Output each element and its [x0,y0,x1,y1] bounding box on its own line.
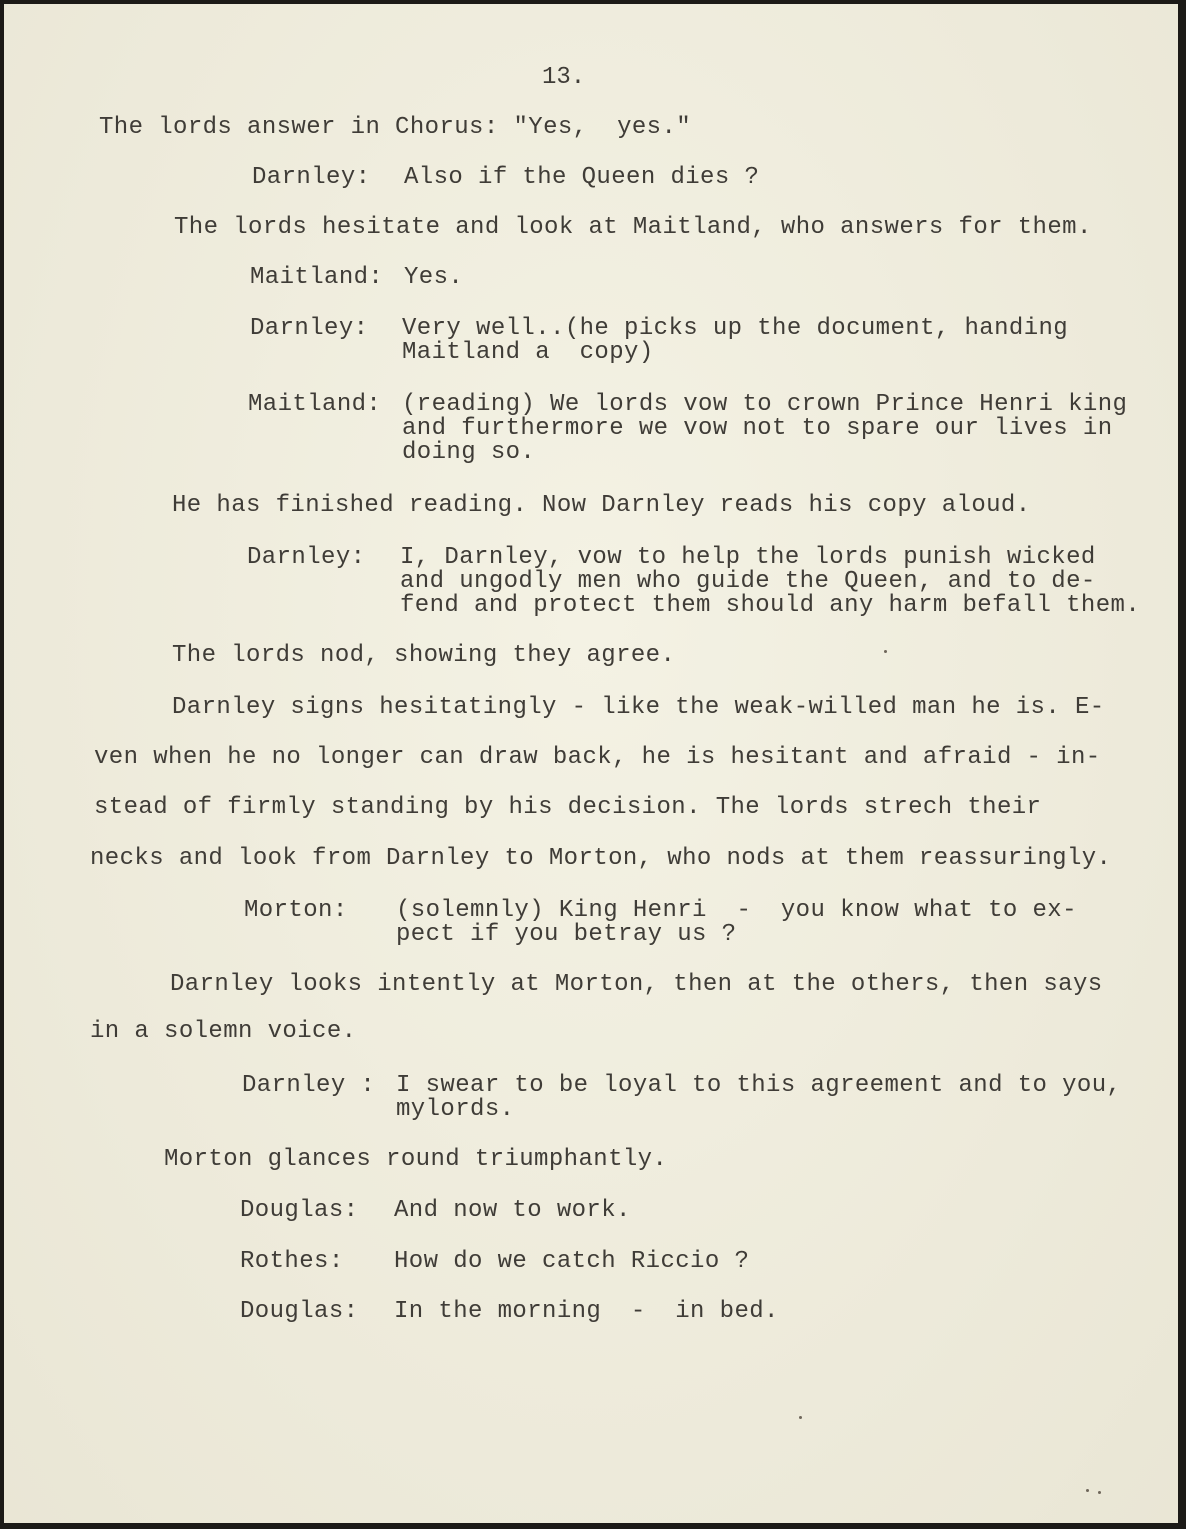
ink-speck [1098,1491,1101,1494]
ink-speck [799,1416,802,1419]
dialogue-text: I swear to be loyal to this agreement and to you, mylords. [396,1072,1122,1123]
page-number: 13. [542,64,586,91]
dialogue-text: How do we catch Riccio ? [394,1248,750,1275]
speaker-label: Darnley: [252,164,371,191]
speaker-label: Douglas: [240,1298,359,1325]
speaker-label: Maitland: [248,391,382,418]
dialogue-text: (reading) We lords vow to crown Prince Henri king and furthermore we vow not to spare our lives in doing so. [402,391,1128,466]
paragraph-line: Darnley looks intently at Morton, then at the others, then says [170,971,1103,998]
stage-direction: He has finished reading. Now Darnley reads his copy aloud. [172,492,1031,519]
speaker-label: Darnley : [242,1072,376,1099]
dialogue-text: I, Darnley, vow to help the lords punish wicked and ungodly men who guide the Queen, and to de- fend and protect them should any harm befall them. [400,544,1141,619]
dialogue-text: Also if the Queen dies ? [404,164,760,191]
dialogue-text: Yes. [404,264,464,291]
stage-direction: The lords nod, showing they agree. [172,642,676,669]
paragraph-line: stead of firmly standing by his decision. The lords strech their [94,794,1042,821]
dialogue-text: In the morning - in bed. [394,1298,779,1325]
speaker-label: Morton: [244,897,348,924]
speaker-label: Rothes: [240,1248,344,1275]
speaker-label: Douglas: [240,1197,359,1224]
dialogue-text: Very well..(he picks up the document, handing Maitland a copy) [402,315,1069,366]
speaker-label: Darnley: [250,315,369,342]
speaker-label: Darnley: [247,544,366,571]
dialogue-text: (solemnly) King Henri - you know what to ex- pect if you betray us ? [396,897,1077,948]
ink-speck [1086,1489,1089,1492]
stage-direction: The lords hesitate and look at Maitland, who answers for them. [174,214,1092,241]
ink-speck [884,650,887,653]
speaker-label: Maitland: [250,264,384,291]
paragraph-line: in a solemn voice. [90,1018,357,1045]
stage-direction: Morton glances round triumphantly. [164,1146,668,1173]
paragraph-line: necks and look from Darnley to Morton, who nods at them reassuringly. [90,845,1112,872]
paragraph-line: Darnley signs hesitatingly - like the weak-willed man he is. E- [172,694,1105,721]
paragraph-line: ven when he no longer can draw back, he is hesitant and afraid - in- [94,744,1101,771]
typewritten-page [4,4,1178,1523]
stage-direction: The lords answer in Chorus: "Yes, yes." [99,114,692,141]
dialogue-text: And now to work. [394,1197,631,1224]
